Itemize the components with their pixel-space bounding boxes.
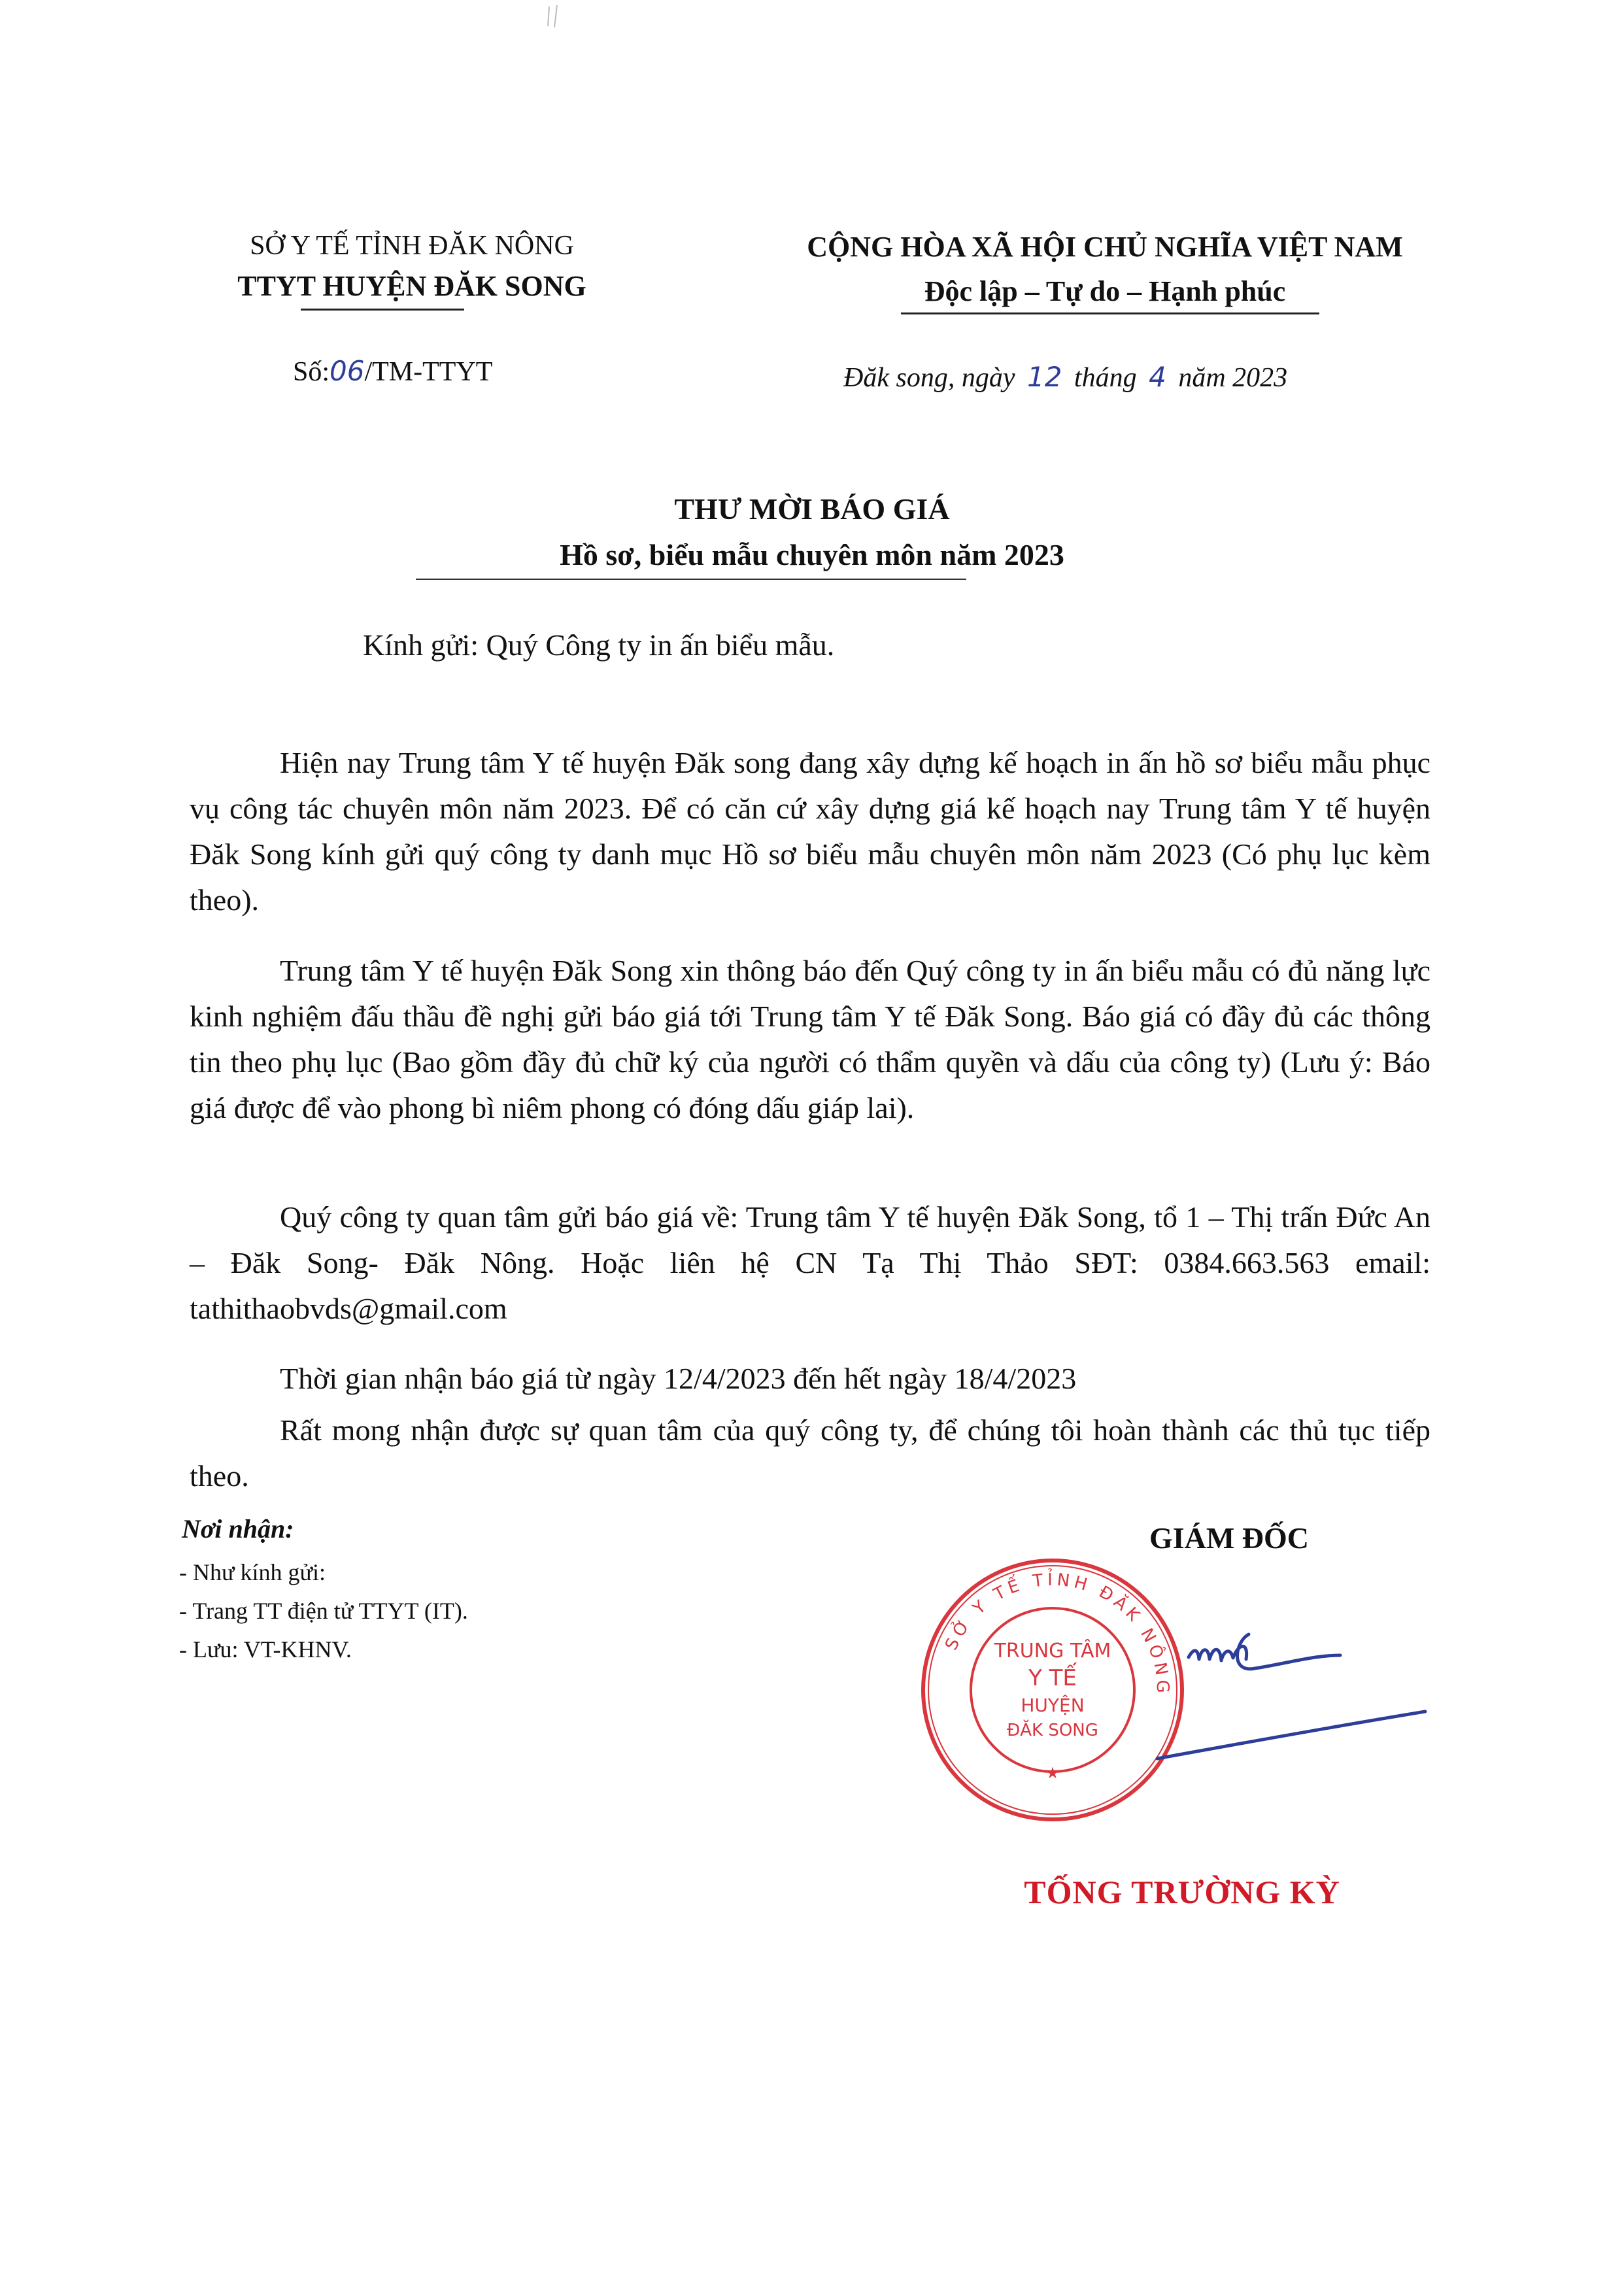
stamp-outer-text: SỞ Y TẾ TỈNH ĐĂK NÔNG xyxy=(941,1570,1173,1697)
recipients-title: Nơi nhận: xyxy=(182,1514,294,1543)
date-day: 12 xyxy=(1026,361,1062,393)
paragraph-3: Quý công ty quan tâm gửi báo giá về: Trung tâm Y tế huyện Đăk Song, tổ 1 – Thị trấn Đức An – Đăk Song- Đăk Nông. Hoặc liên hệ CN Tạ Thị Thảo SĐT: 0384.663.563 email: tathithaobvds@gmail.com xyxy=(190,1200,1430,1325)
org-name: TTYT HUYỆN ĐĂK SONG xyxy=(237,270,586,302)
stamp-line: TRUNG TÂM xyxy=(994,1640,1111,1662)
document-title: THƯ MỜI BÁO GIÁ xyxy=(674,492,950,526)
date-line xyxy=(843,361,1287,394)
paragraph-1: Hiện nay Trung tâm Y tế huyện Đăk song đang xây dựng kế hoạch in ấn hồ sơ biểu mẫu phục vụ công tác chuyên môn năm 2023. Để có căn cứ xây dựng giá kế hoạch nay Trung tâm Y tế huyện Đăk Song kính gửi quý công ty danh mục Hồ sơ biểu mẫu chuyên môn năm 2023 (Có phụ lục kèm theo). xyxy=(190,746,1430,917)
subtitle-underline xyxy=(416,579,966,580)
document-number xyxy=(293,355,492,388)
doc-number-prefix: Số: xyxy=(293,357,330,387)
doc-number-handwritten: 06 xyxy=(330,355,365,387)
motto-underline xyxy=(901,312,1319,314)
document-subtitle: Hồ sơ, biểu mẫu chuyên môn năm 2023 xyxy=(560,538,1064,571)
national-title: CỘNG HÒA XÃ HỘI CHỦ NGHĨA VIỆT NAM xyxy=(807,231,1403,263)
date-place: Đăk song, ngày xyxy=(843,363,1015,393)
paragraph-4: Thời gian nhận báo giá từ ngày 12/4/2023 đến hết ngày 18/4/2023 xyxy=(280,1362,1077,1395)
stamp-line: Y TẾ xyxy=(1028,1665,1077,1691)
stamp-star-icon: ★ xyxy=(1045,1764,1060,1782)
stamp-line: ĐĂK SONG xyxy=(1007,1721,1098,1740)
scan-mark xyxy=(543,0,562,33)
recipient-item: - Lưu: VT-KHNV. xyxy=(179,1636,352,1662)
date-month-word: tháng xyxy=(1074,363,1137,393)
signer-name: TỐNG TRƯỜNG KỲ xyxy=(1024,1874,1340,1910)
date-year: năm 2023 xyxy=(1178,363,1288,393)
date-month: 4 xyxy=(1149,361,1166,393)
doc-number-suffix: /TM-TTYT xyxy=(364,357,493,387)
signer-position: GIÁM ĐỐC xyxy=(1149,1521,1310,1555)
national-motto: Độc lập – Tự do – Hạnh phúc xyxy=(924,275,1286,307)
recipient-item: - Trang TT điện tử TTYT (IT). xyxy=(179,1598,468,1624)
org-parent: SỞ Y TẾ TỈNH ĐĂK NÔNG xyxy=(250,231,574,261)
org-name-underline xyxy=(301,309,464,311)
paragraph-2: Trung tâm Y tế huyện Đăk Song xin thông báo đến Quý công ty in ấn biểu mẫu có đủ năng lực kinh nghiệm đấu thầu đề nghị gửi báo giá tới Trung tâm Y tế Đăk Song. Báo giá có đầy đủ các thông tin theo phụ lục (Bao gồm đầy đủ chữ ký của người có thẩm quyền và dấu của công ty) (Lưu ý: Báo giá được để vào phong bì niêm phong có đóng dấu giáp lai). xyxy=(190,954,1430,1124)
salutation: Kính gửi: Quý Công ty in ấn biểu mẫu. xyxy=(363,628,835,662)
recipient-item: - Như kính gửi: xyxy=(179,1559,326,1585)
stamp-line: HUYỆN xyxy=(1021,1695,1085,1716)
paragraph-5: Rất mong nhận được sự quan tâm của quý công ty, để chúng tôi hoàn thành các thủ tục tiếp theo. xyxy=(190,1413,1430,1493)
handwritten-signature xyxy=(1118,1595,1458,1765)
